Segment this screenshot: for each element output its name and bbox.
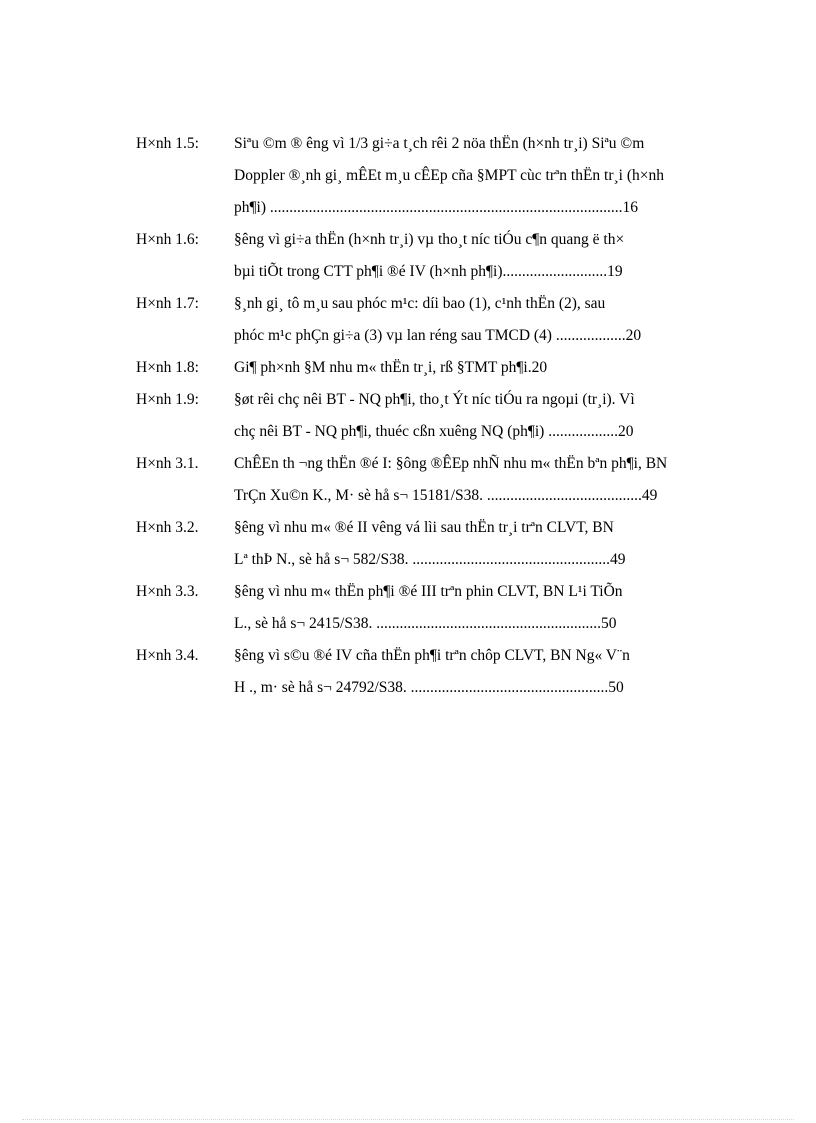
figure-caption bbox=[234, 352, 738, 384]
figure-label: H×nh 3.3. bbox=[136, 583, 199, 600]
figure-entry-3-3 bbox=[136, 576, 738, 640]
figure-caption bbox=[234, 448, 738, 512]
figure-entry-3-2 bbox=[136, 512, 738, 576]
figure-caption bbox=[234, 512, 738, 576]
figure-label: H×nh 1.9: bbox=[136, 391, 199, 408]
caption-line: chç nêi BT - NQ ph¶i, thuéc cßn xuêng NQ (ph¶i) ..................20 bbox=[234, 423, 634, 440]
page-bottom-divider bbox=[22, 1119, 794, 1120]
caption-line: TrÇn Xu©n K., M· sè hå s¬ 15181/S38. ........................................49 bbox=[234, 487, 658, 504]
figure-entry-1-5 bbox=[136, 128, 738, 224]
figure-label: H×nh 3.4. bbox=[136, 647, 199, 664]
figure-label: H×nh 3.2. bbox=[136, 519, 199, 536]
caption-line: §êng vì s©u ®é IV cña thËn ph¶i trªn chôp CLVT, BN Ng« V¨n bbox=[234, 647, 630, 664]
figure-entry-1-8 bbox=[136, 352, 738, 384]
caption-line: L., sè hå s¬ 2415/S38. ..........................................................50 bbox=[234, 615, 617, 632]
caption-line: Lª thÞ N., sè hå s¬ 582/S38. ...................................................49 bbox=[234, 551, 626, 568]
figure-entry-1-6 bbox=[136, 224, 738, 288]
caption-line: ph¶i) ...........................................................................................16 bbox=[234, 199, 638, 216]
caption-line: H ., m· sè hå s¬ 24792/S38. ...................................................50 bbox=[234, 679, 624, 696]
caption-line: Siªu ©m ® êng vì 1/3 gi÷a t¸ch rêi 2 nöa thËn (h×nh tr¸i) Siªu ©m bbox=[234, 135, 645, 152]
figure-label: H×nh 1.7: bbox=[136, 295, 199, 312]
caption-line: §¸nh gi¸ tô m¸u sau phóc m¹c: díi bao (1), c¹nh thËn (2), sau bbox=[234, 295, 606, 312]
figure-caption bbox=[234, 640, 738, 704]
caption-line: Gi¶ ph×nh §M nhu m« thËn tr¸i, rß §TMT ph¶i.20 bbox=[234, 359, 548, 376]
figure-caption bbox=[234, 576, 738, 640]
figure-entry-3-1 bbox=[136, 448, 738, 512]
caption-line: §øt rêi chç nêi BT - NQ ph¶i, tho¸t Ýt níc tiÓu ra ngoµi (tr¸i). Vì bbox=[234, 391, 635, 408]
caption-line: phóc m¹c phÇn gi÷a (3) vµ lan réng sau TMCD (4) ..................20 bbox=[234, 327, 642, 344]
caption-line: ChÊEn th ¬ng thËn ®é I: §ông ®ÊEp nhÑ nhu m« thËn bªn ph¶i, BN bbox=[234, 455, 668, 472]
caption-line: §êng vì gi÷a thËn (h×nh tr¸i) vµ tho¸t níc tiÓu c¶n quang ë th× bbox=[234, 231, 625, 248]
figure-caption bbox=[234, 224, 738, 288]
figure-label: H×nh 1.5: bbox=[136, 135, 199, 152]
figure-entry-1-7 bbox=[136, 288, 738, 352]
caption-line: Doppler ®¸nh gi¸ mÊEt m¸u cÊEp cña §MPT cùc trªn thËn tr¸i (h×nh bbox=[234, 167, 664, 184]
figure-entry-1-9 bbox=[136, 384, 738, 448]
figure-label: H×nh 3.1. bbox=[136, 455, 199, 472]
figure-caption bbox=[234, 384, 738, 448]
list-of-figures bbox=[136, 128, 738, 704]
figure-label: H×nh 1.6: bbox=[136, 231, 199, 248]
figure-entry-3-4 bbox=[136, 640, 738, 704]
caption-line: §êng vì nhu m« ®é II vêng vá lìi sau thËn tr¸i trªn CLVT, BN bbox=[234, 519, 614, 536]
caption-line: bµi tiÕt trong CTT ph¶i ®é IV (h×nh ph¶i)...........................19 bbox=[234, 263, 623, 280]
caption-line: §êng vì nhu m« thËn ph¶i ®é III trªn phin CLVT, BN L¹i TiÕn bbox=[234, 583, 623, 600]
figure-caption bbox=[234, 128, 738, 224]
figure-caption bbox=[234, 288, 738, 352]
figure-label: H×nh 1.8: bbox=[136, 359, 199, 376]
